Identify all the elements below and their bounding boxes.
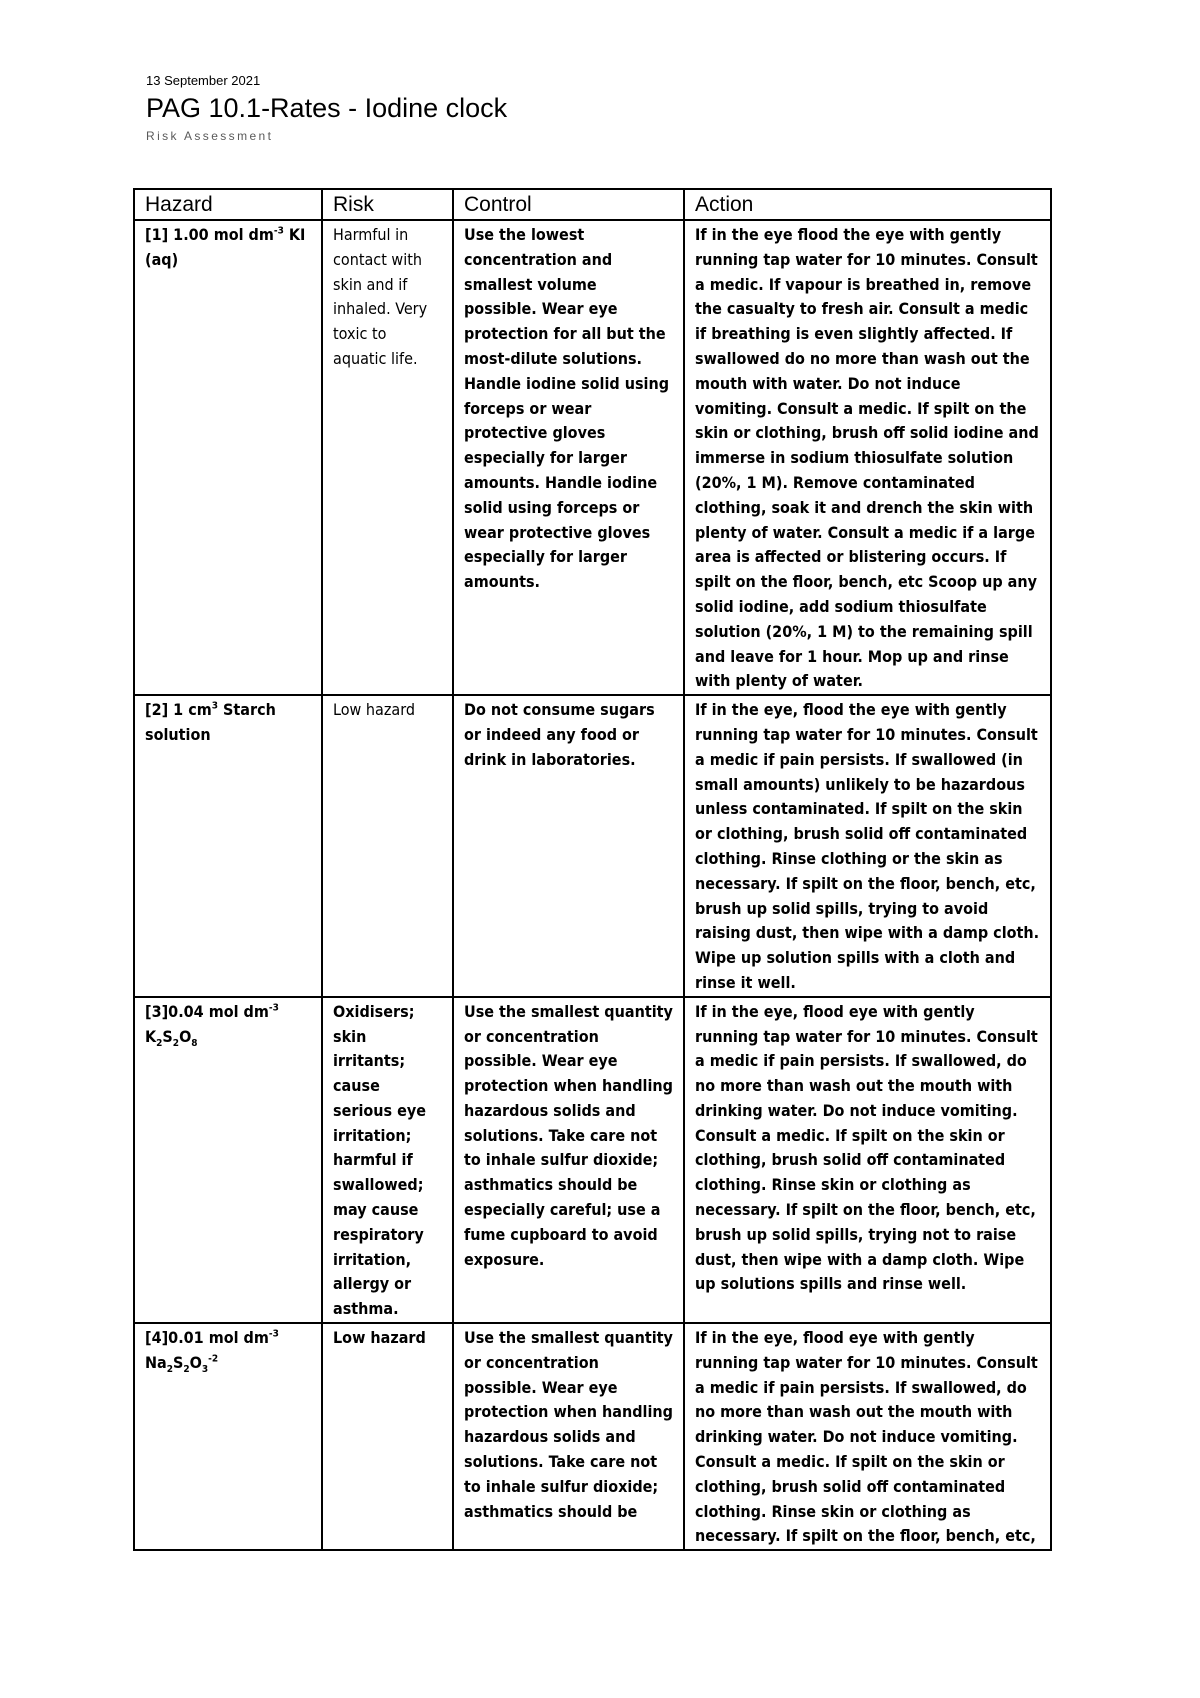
control-cell: Do not consume sugars or indeed any food or drink in laboratories.	[453, 695, 684, 997]
document-header	[146, 73, 507, 143]
control-cell: Use the smallest quantity or concentration possible. Wear eye protection when handling hazardous solids and solutions. Take care not to inhale sulfur dioxide; asthmatics should be especially careful; use a fume cupboard to avoid exposure.	[453, 997, 684, 1323]
hazard-cell: [3]0.04 mol $dm^{-3}$ $K_2S_2O_8$	[134, 997, 322, 1323]
table-row	[134, 695, 1051, 997]
action-cell: If in the eye flood the eye with gently running tap water for 10 minutes. Consult a medic. If vapour is breathed in, remove the casualty to fresh air. Consult a medic if breathing is even slightly affected. If swallowed do no more than wash out the mouth with water. Do not induce vomiting. Consult a medic. If spilt on the skin or clothing, brush off solid iodine and immerse in sodium thiosulfate solution (20%, 1 M). Remove contaminated clothing, soak it and drench the skin with plenty of water. Consult a medic if a large area is affected or blistering occurs. If spilt on the floor, bench, etc Scoop up any solid iodine, add sodium thiosulfate solution (20%, 1 M) to the remaining spill and leave for 1 hour. Mop up and rinse with plenty of water.	[684, 220, 1051, 695]
table-header-row	[134, 189, 1051, 220]
action-cell: If in the eye, flood the eye with gently running tap water for 10 minutes. Consult a medic if pain persists. If swallowed (in small amounts) unlikely to be hazardous unless contaminated. If spilt on the skin or clothing, brush solid off contaminated clothing. Rinse clothing or the skin as necessary. If spilt on the floor, bench, etc, brush up solid spills, trying to avoid raising dust, then wipe with a damp cloth. Wipe up solution spills with a cloth and rinse it well.	[684, 695, 1051, 997]
column-header-control: Control	[453, 189, 684, 220]
hazard-cell: [4]0.01 mol $dm^{-3}$ $Na_2S_2O_3^{-2}$	[134, 1323, 322, 1550]
document-date: 13 September 2021	[146, 73, 261, 88]
risk-assessment-table	[133, 188, 1052, 1551]
control-cell: Use the lowest concentration and smallest volume possible. Wear eye protection for all but the most-dilute solutions. Handle iodine solid using forceps or wear protective gloves especially for larger amounts. Handle iodine solid using forceps or wear protective gloves especially for larger amounts.	[453, 220, 684, 695]
column-header-hazard: Hazard	[134, 189, 322, 220]
document-subtitle: Risk Assessment	[146, 129, 274, 143]
risk-cell: Oxidisers; skin irritants; cause serious eye irritation; harmful if swallowed; may cause respiratory irritation, allergy or asthma.	[322, 997, 453, 1323]
hazard-cell: [1] 1.00 mol $dm^{-3}$ KI (aq)	[134, 220, 322, 695]
table-row	[134, 220, 1051, 695]
document-title: PAG 10.1-Rates - Iodine clock	[146, 93, 508, 123]
column-header-risk: Risk	[322, 189, 453, 220]
table-row	[134, 997, 1051, 1323]
risk-cell: Harmful in contact with skin and if inhaled. Very toxic to aquatic life.	[322, 220, 453, 695]
control-cell: Use the smallest quantity or concentration possible. Wear eye protection when handling hazardous solids and solutions. Take care not to inhale sulfur dioxide; asthmatics should be	[453, 1323, 684, 1550]
table-row	[134, 1323, 1051, 1550]
hazard-cell: [2] 1 $cm^3$ Starch solution	[134, 695, 322, 997]
action-cell: If in the eye, flood eye with gently running tap water for 10 minutes. Consult a medic if pain persists. If swallowed, do no more than wash out the mouth with drinking water. Do not induce vomiting. Consult a medic. If spilt on the skin or clothing, brush solid off contaminated clothing. Rinse skin or clothing as necessary. If spilt on the floor, bench, etc, brush up solid spills, trying not to raise dust, then wipe with a damp cloth. Wipe up solutions spills and rinse well.	[684, 997, 1051, 1323]
hazard-text: [2] 1 cm	[145, 700, 212, 720]
action-cell: If in the eye, flood eye with gently running tap water for 10 minutes. Consult a medic if pain persists. If swallowed, do no more than wash out the mouth with drinking water. Do not induce vomiting. Consult a medic. If spilt on the skin or clothing, brush solid off contaminated clothing. Rinse skin or clothing as necessary. If spilt on the floor, bench, etc,	[684, 1323, 1051, 1550]
risk-cell: Low hazard	[322, 1323, 453, 1550]
hazard-text: [4]0.01 mol dm	[145, 1328, 269, 1348]
column-header-action: Action	[684, 189, 1051, 220]
risk-cell: Low hazard	[322, 695, 453, 997]
hazard-text: [1] 1.00 mol dm	[145, 225, 274, 244]
hazard-text: [3]0.04 mol dm	[145, 1001, 269, 1021]
